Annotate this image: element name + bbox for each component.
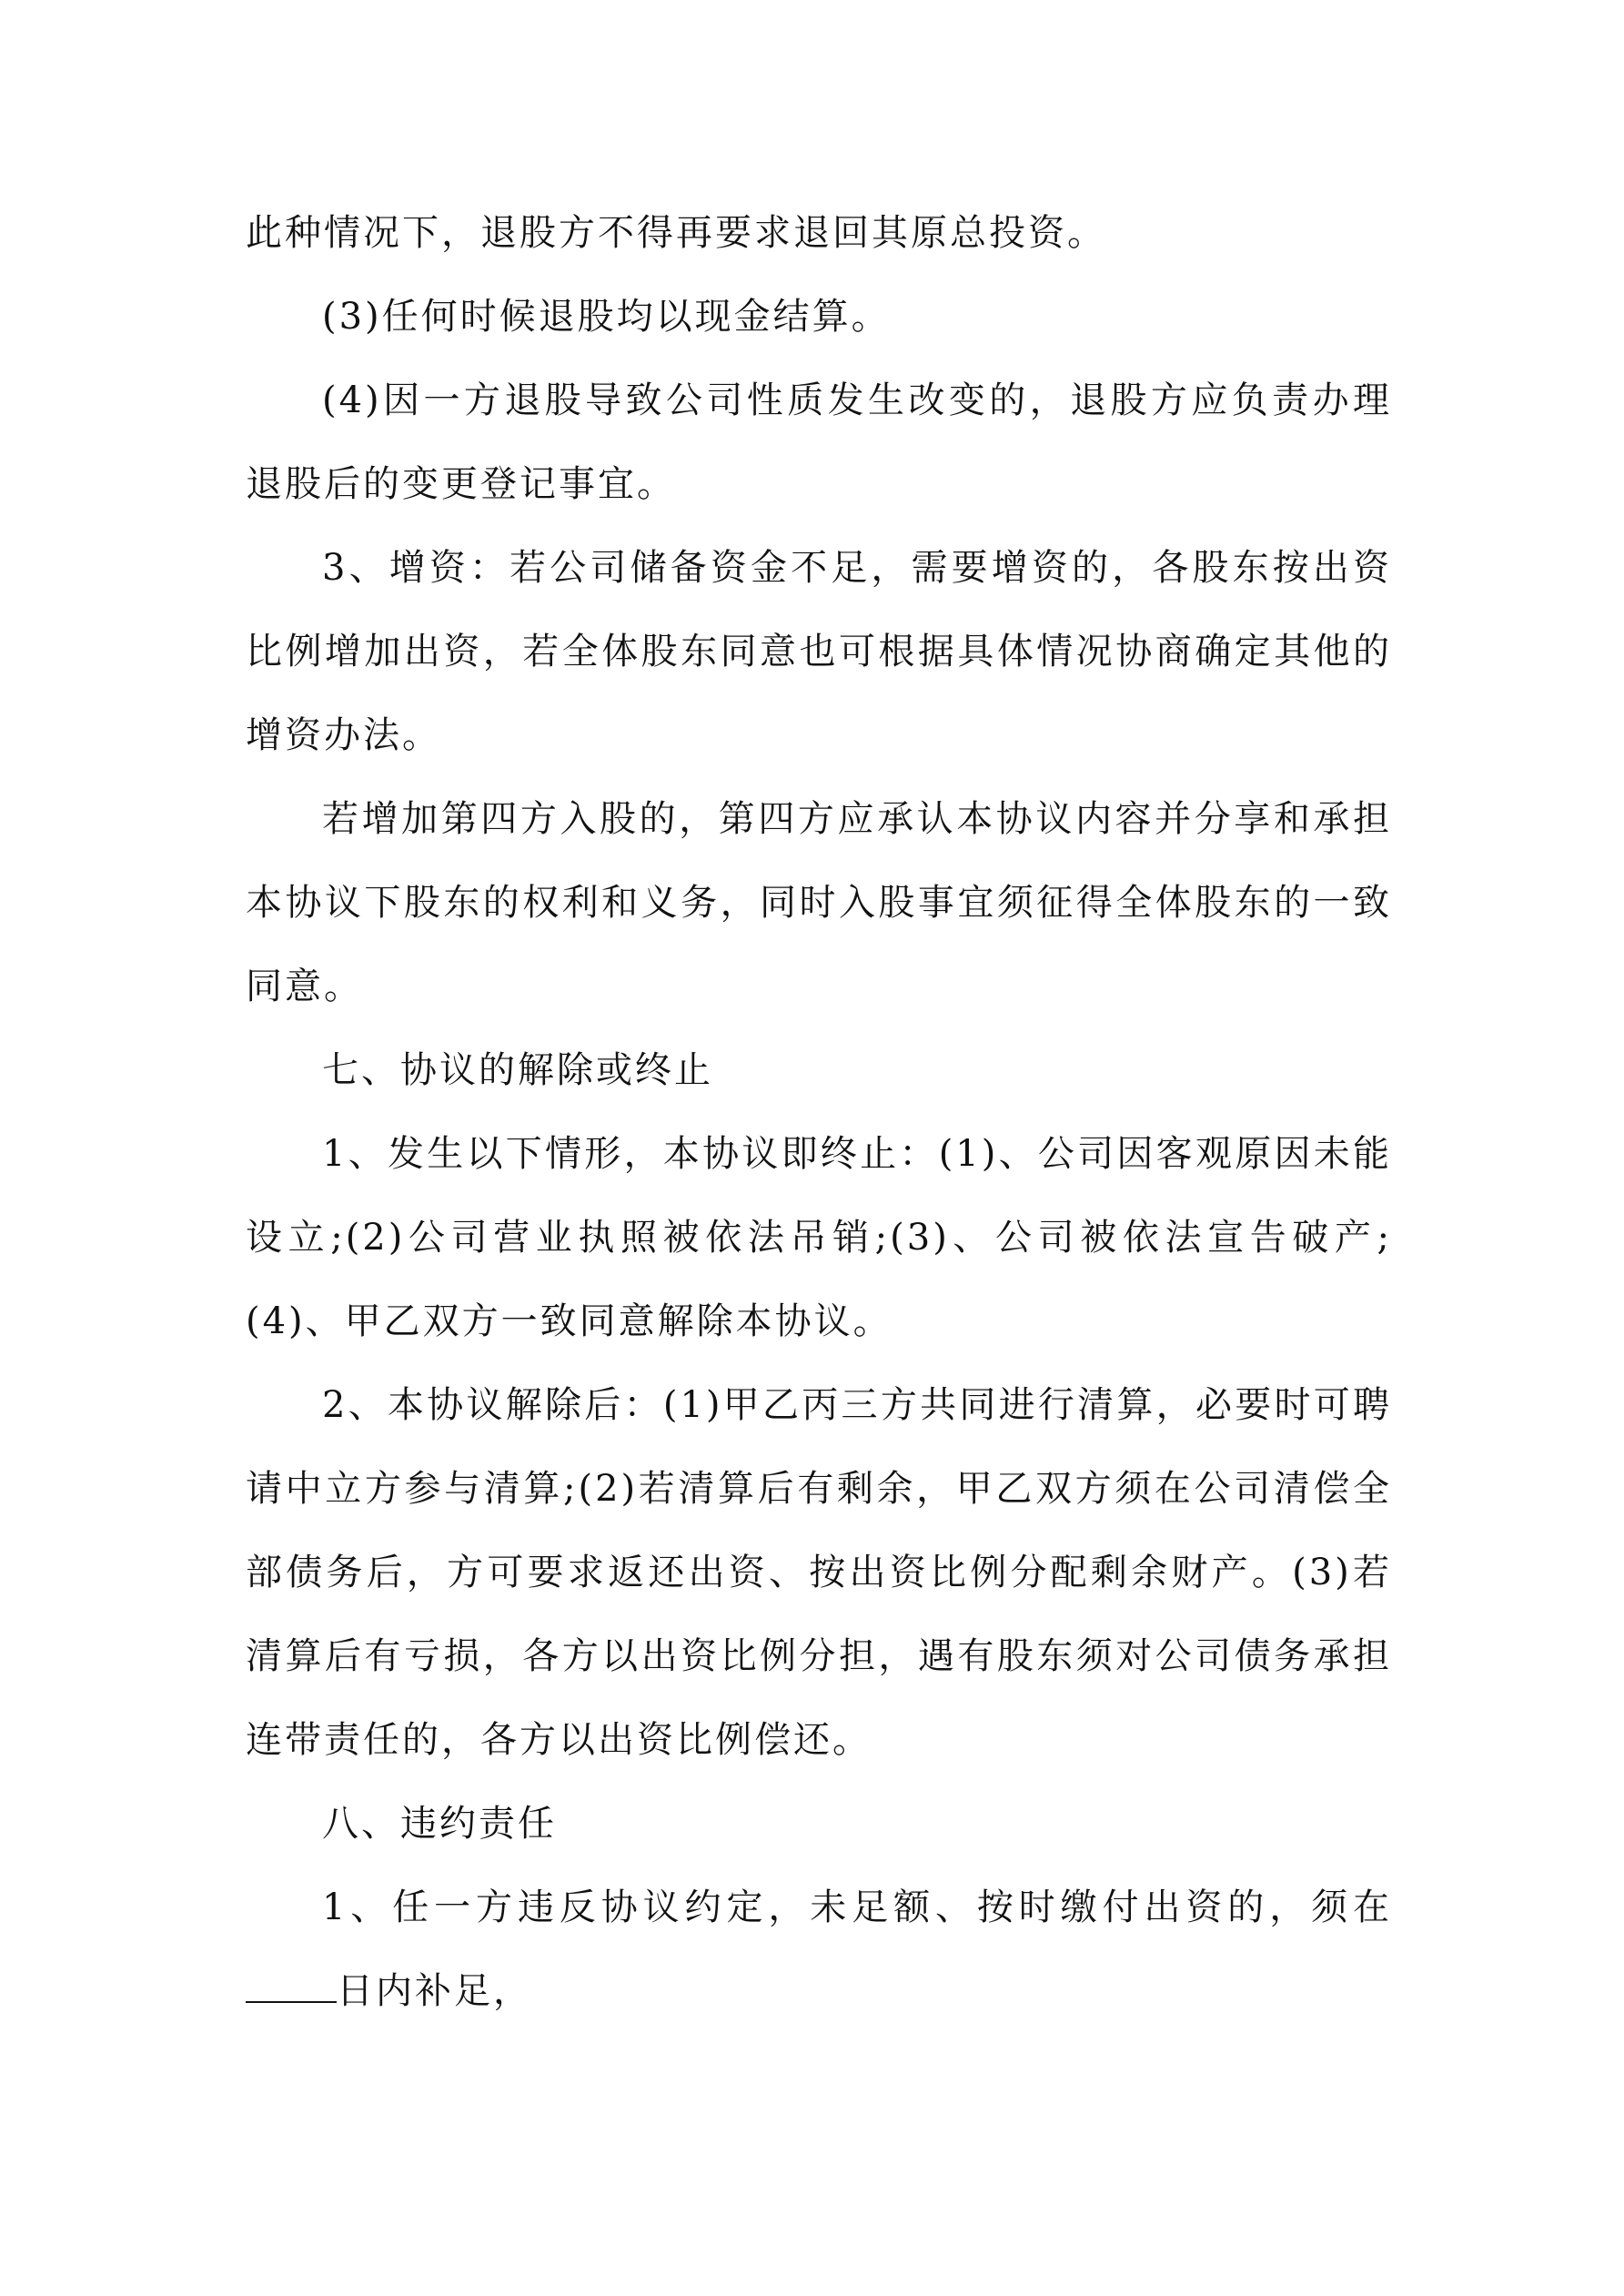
paragraph-2: (3)任何时候退股均以现金结算。 <box>322 296 891 338</box>
section-heading-8: 八、违约责任 <box>322 1803 557 1845</box>
paragraph-5: 若增加第四方入股的，第四方应承认本协议内容并分享和承担本协议下股东的权利和义务，同时入股事宜须征得全体股东的一致同意。 <box>246 798 1392 1007</box>
paragraph-10-text: 1、任一方违反协议约定，未足额、按时缴付出资的，须在 <box>322 1886 1392 1928</box>
paragraph-10 <box>246 1866 1392 2033</box>
document-body <box>246 191 1392 2033</box>
paragraph-7: 1、发生以下情形，本协议即终止：(1)、公司因客观原因未能设立;(2)公司营业执照被依法吊销;(3)、公司被依法宣告破产;(4)、甲乙双方一致同意解除本协议。 <box>246 1133 1392 1342</box>
paragraph-10-continuation: 日内补足， <box>337 1970 532 2012</box>
paragraph-1: 此种情况下，退股方不得再要求退回其原总投资。 <box>246 212 1106 254</box>
section-heading-7: 七、协议的解除或终止 <box>322 1049 713 1091</box>
paragraph-3: (4)因一方退股导致公司性质发生改变的，退股方应负责办理退股后的变更登记事宜。 <box>246 379 1392 505</box>
paragraph-8: 2、本协议解除后：(1)甲乙丙三方共同进行清算，必要时可聘请中立方参与清算;(2)若清算后有剩余，甲乙双方须在公司清偿全部债务后，方可要求返还出资、按出资比例分配剩余财产。(3)若清算后有亏损，各方以出资比例分担，遇有股东须对公司债务承担连带责任的，各方以出资比例偿还。 <box>246 1384 1392 1761</box>
paragraph-4: 3、增资：若公司储备资金不足，需要增资的，各股东按出资比例增加出资，若全体股东同意也可根据具体情况协商确定其他的增资办法。 <box>246 547 1392 756</box>
fill-in-blank <box>246 1968 337 2003</box>
